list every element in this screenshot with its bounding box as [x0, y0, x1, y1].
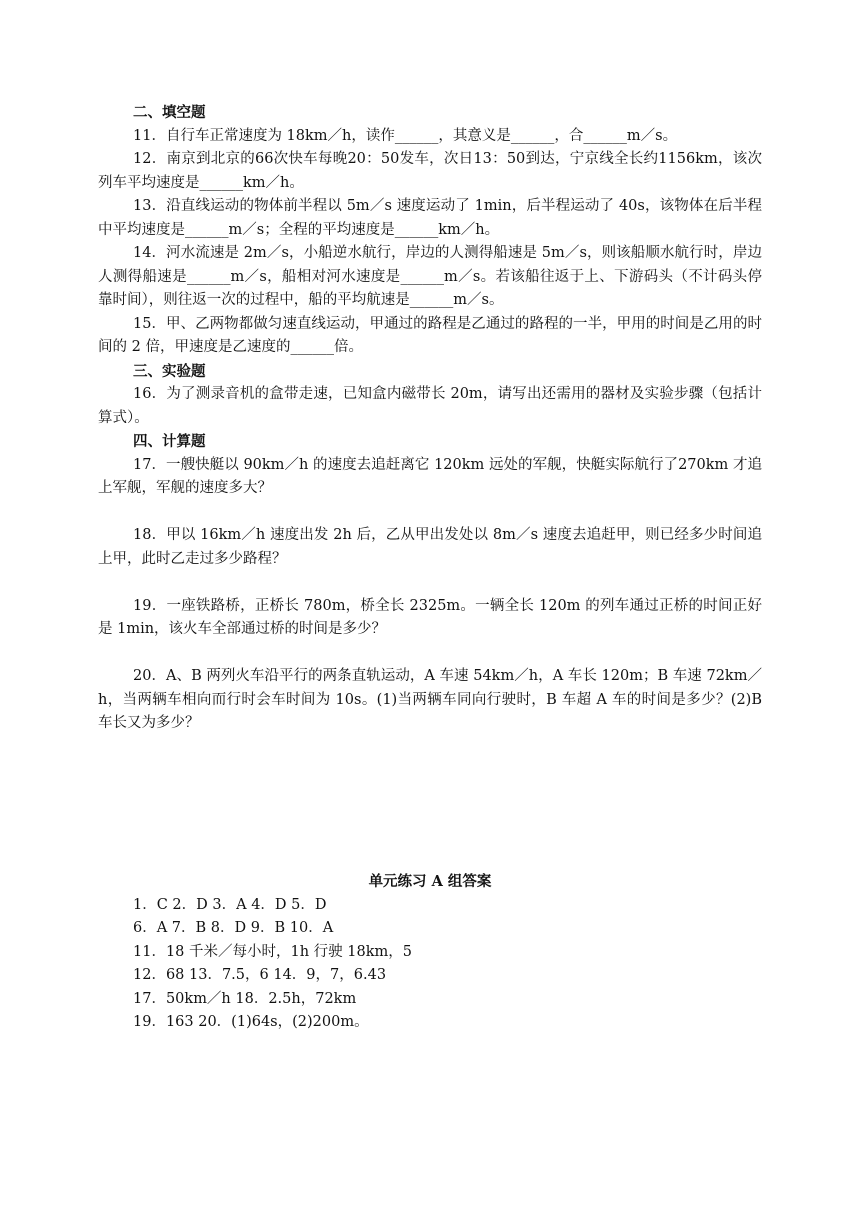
answer-line: 17．50km／h 18．2.5h，72km: [133, 990, 357, 1007]
section-heading-calc: 四、计算题: [133, 433, 206, 450]
answer-line: 1．C 2．D 3．A 4．D 5．D: [133, 896, 327, 913]
question-16: 16．为了测录音机的盒带走速，已知盒内磁带长 20m，请写出还需用的器材及实验步骤（包括计算式）。: [98, 386, 762, 426]
question-body: [98, 101, 762, 736]
question-14: 14．河水流速是 2m／s，小船逆水航行，岸边的人测得船速是 5m／s，则该船顺水航行时，岸边人测得船速是______m／s，船相对河水速度是______m／s。若该船往返于上、下游码头（不计码头停靠时间），则往返一次的过程中，船的平均航速是______m／s。: [98, 245, 762, 308]
answer-line: 19．163 20．(1)64s，(2)200m。: [133, 1014, 369, 1030]
answer-line: 11．18 千米／每小时，1h 行驶 18km，5: [133, 943, 413, 960]
question-12: 12．南京到北京的66次快车每晚20：50发车，次日13：50到达，宁京线全长约1156km，该次列车平均速度是______km／h。: [98, 151, 762, 191]
answer-key-title: 单元练习 A 组答案: [368, 873, 492, 890]
question-15: 15．甲、乙两物都做匀速直线运动，甲通过的路程是乙通过的路程的一半，甲用的时间是乙用的时间的 2 倍，甲速度是乙速度的______倍。: [98, 315, 762, 355]
question-17: 17．一艘快艇以 90km／h 的速度去追赶离它 120km 远处的军舰，快艇实际航行了270km 才追上军舰，军舰的速度多大？: [98, 456, 762, 496]
question-20: 20．A、B 两列火车沿平行的两条直轨运动，A 车速 54km／h，A 车长 120m；B 车速 72km／h，当两辆车相向而行时会车时间为 10s。(1)当两辆车同向行驶时，B 车超 A 车的时间是多少？(2)B 车长又为多少？: [98, 668, 762, 731]
question-11: 11．自行车正常速度为 18km／h，读作______，其意义是______，合______m／s。: [133, 127, 678, 144]
answer-key: [98, 870, 762, 1035]
question-19: 19．一座铁路桥，正桥长 780m，桥全长 2325m。一辆全长 120m 的列车通过正桥的时间正好是 1min，该火车全部通过桥的时间是多少？: [98, 597, 762, 637]
answer-line: 12．68 13．7.5，6 14．9，7，6.43: [133, 967, 387, 983]
section-heading-fill: 二、填空题: [133, 104, 206, 121]
section-heading-experiment: 三、实验题: [133, 362, 206, 380]
question-13: 13．沿直线运动的物体前半程以 5m／s 速度运动了 1min，后半程运动了 40s，该物体在后半程中平均速度是______m／s；全程的平均速度是______km／h。: [98, 198, 762, 238]
answer-line: 6．A 7．B 8．D 9．B 10．A: [133, 920, 334, 936]
question-18: 18．甲以 16km／h 速度出发 2h 后，乙从甲出发处以 8m／s 速度去追赶甲，则已经多少时间追上甲，此时乙走过多少路程？: [98, 527, 762, 567]
